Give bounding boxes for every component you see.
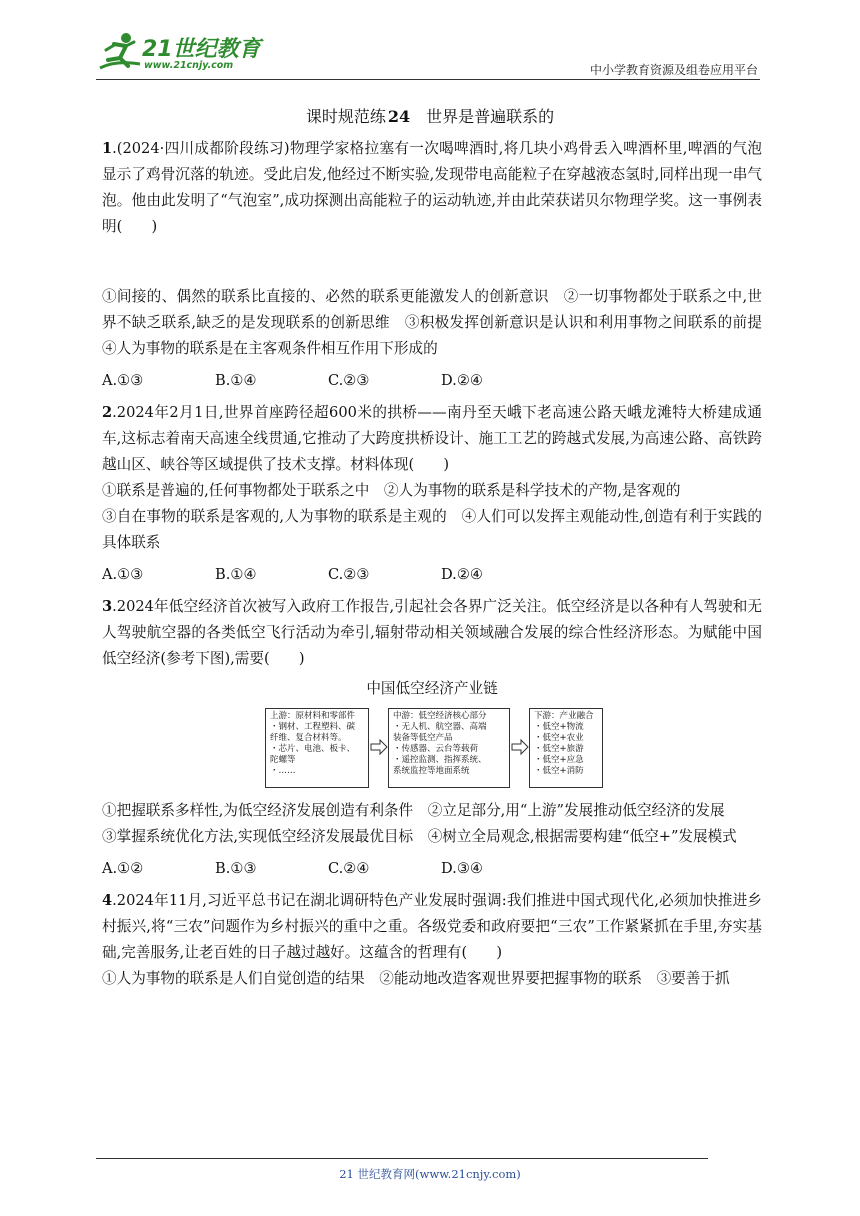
header-divider <box>96 79 760 80</box>
option-c[interactable]: C.②③ <box>328 372 370 389</box>
box-line: ・芯片、电池、板卡、 <box>270 744 356 754</box>
box-line: ・无人机、航空器、高端 <box>393 722 487 732</box>
box-line: ・低空+应急 <box>534 755 584 765</box>
box-line: 上游：原材料和零部件 <box>270 711 356 721</box>
chart-title: 中国低空经济产业链 <box>366 680 498 697</box>
box-line: 装备等低空产品 <box>393 733 453 743</box>
option-a[interactable]: A.①③ <box>102 566 144 583</box>
title-prefix: 课时规范练 <box>305 107 386 126</box>
option-a[interactable]: A.①③ <box>102 372 144 389</box>
upstream-box <box>265 708 369 788</box>
box-line: ・传感器、云台等载荷 <box>393 744 479 754</box>
question-3-options <box>102 856 762 882</box>
option-b[interactable]: B.①④ <box>215 566 257 583</box>
page-header <box>96 30 760 80</box>
question-2-options <box>102 562 762 588</box>
question-text: .2024年11月,习近平总书记在湖北调研特色产业发展时强调:我们推进中国式现代化,必须加快推进乡村振兴,将“三农”问题作为乡村振兴的重中之重。各级党委和政府要把“三农”工作紧紧抓在手里,夯实基础,完善服务,让老百姓的日子越过越好。这蕴含的哲理有( ) <box>102 892 762 961</box>
question-2-statement-line-1: ①联系是普遍的,任何事物都处于联系之中 ②人为事物的联系是科学技术的产物,是客观的 <box>102 482 681 499</box>
box-line: 下游：产业融合 <box>534 711 594 721</box>
option-d[interactable]: D.②④ <box>441 566 483 583</box>
arrow-right-icon <box>511 738 529 756</box>
box-line: ・…… <box>270 766 296 776</box>
option-d[interactable]: D.③④ <box>441 860 483 877</box>
box-line: ・钢材、工程塑料、碳 <box>270 722 356 732</box>
question-4-stem <box>102 888 762 966</box>
box-line: 系统监控等地面系统 <box>393 766 470 776</box>
box-line: 陀螺等 <box>270 755 296 765</box>
box-line: ・遥控监测、指挥系统、 <box>393 755 487 765</box>
logo-text: 21世纪教育 <box>142 37 261 62</box>
option-a[interactable]: A.①② <box>102 860 144 877</box>
runner-logo-icon <box>96 30 144 76</box>
option-c[interactable]: C.②④ <box>328 860 370 877</box>
title-topic: 世界是普遍联系的 <box>426 107 555 126</box>
box-line: 中游：低空经济核心部分 <box>393 711 487 721</box>
box-line: 纤维、复合材料等。 <box>270 733 347 743</box>
industry-chain-diagram <box>265 708 605 790</box>
question-4-statement-line-1: ①人为事物的联系是人们自觉创造的结果 ②能动地改造客观世界要把握事物的联系 ③要善于抓 <box>102 970 730 987</box>
midstream-box <box>388 708 510 788</box>
box-line: ・低空+物流 <box>534 722 584 732</box>
question-1-statements: ①间接的、偶然的联系比直接的、必然的联系更能激发人的创新意识 ②一切事物都处于联系之中,世界不缺乏联系,缺乏的是发现联系的创新思维 ③积极发挥创新意识是认识和利用事物之间联系的前提 ④人为事物的联系是在主客观条件相互作用下形成的 <box>102 288 777 357</box>
question-2-stem <box>102 400 762 478</box>
question-2-statement-line-2: ③自在事物的联系是客观的,人为事物的联系是主观的 ④人们可以发挥主观能动性,创造有利于实践的具体联系 <box>102 508 762 551</box>
option-b[interactable]: B.①④ <box>215 372 257 389</box>
question-1-stem <box>102 136 762 240</box>
footer-text[interactable]: 21 世纪教育网(www.21cnjy.com) <box>339 1167 521 1181</box>
option-c[interactable]: C.②③ <box>328 566 370 583</box>
question-number: 4 <box>102 892 113 909</box>
footer-divider <box>96 1158 708 1159</box>
question-1-options <box>102 368 762 394</box>
question-number: 1 <box>102 140 113 157</box>
box-line: ・低空+旅游 <box>534 744 584 754</box>
question-3-statement-line-1: ①把握联系多样性,为低空经济发展创造有利条件 ②立足部分,用“上游”发展推动低空经济的发展 <box>102 802 725 819</box>
logo-url: www.21cnjy.com <box>144 60 234 71</box>
question-number: 2 <box>102 404 113 421</box>
platform-name: 中小学教育资源及组卷应用平台 <box>589 63 758 77</box>
option-b[interactable]: B.①③ <box>215 860 257 877</box>
arrow-right-icon <box>370 738 388 756</box>
question-3-stem <box>102 594 762 672</box>
box-line: ・低空+消防 <box>534 766 584 776</box>
downstream-box <box>529 708 603 788</box>
question-number: 3 <box>102 598 113 615</box>
question-text: .2024年2月1日,世界首座跨径超600米的拱桥——南丹至天峨下老高速公路天峨龙滩特大桥建成通车,这标志着南天高速全线贯通,它推动了大跨度拱桥设计、施工工艺的跨越式发展,为高速公路、高铁跨越山区、峡谷等区域提供了技术支撑。材料体现( ) <box>102 404 762 473</box>
question-text: .2024年低空经济首次被写入政府工作报告,引起社会各界广泛关注。低空经济是以各种有人驾驶和无人驾驶航空器的各类低空飞行活动为牵引,辐射带动相关领域融合发展的综合性经济形态。为赋能中国低空经济(参考下图),需要( ) <box>102 598 762 667</box>
logo <box>96 30 276 78</box>
option-d[interactable]: D.②④ <box>441 372 483 389</box>
title-number: 24 <box>387 107 411 126</box>
page-title <box>0 104 860 127</box>
question-3-statement-line-2: ③掌握系统优化方法,实现低空经济发展最优目标 ④树立全局观念,根据需要构建“低空+”发展模式 <box>102 828 737 845</box>
question-text: .(2024·四川成都阶段练习)物理学家格拉塞有一次喝啤酒时,将几块小鸡骨丢入啤酒杯里,啤酒的气泡显示了鸡骨沉落的轨迹。受此启发,他经过不断实验,发现带电高能粒子在穿越液态氢时,同样出现一串气泡。他由此发明了“气泡室”,成功探测出高能粒子的运动轨迹,并由此荣获诺贝尔物理学奖。这一事例表明( ) <box>102 140 762 235</box>
box-line: ・低空+农业 <box>534 733 584 743</box>
questions <box>102 136 777 992</box>
